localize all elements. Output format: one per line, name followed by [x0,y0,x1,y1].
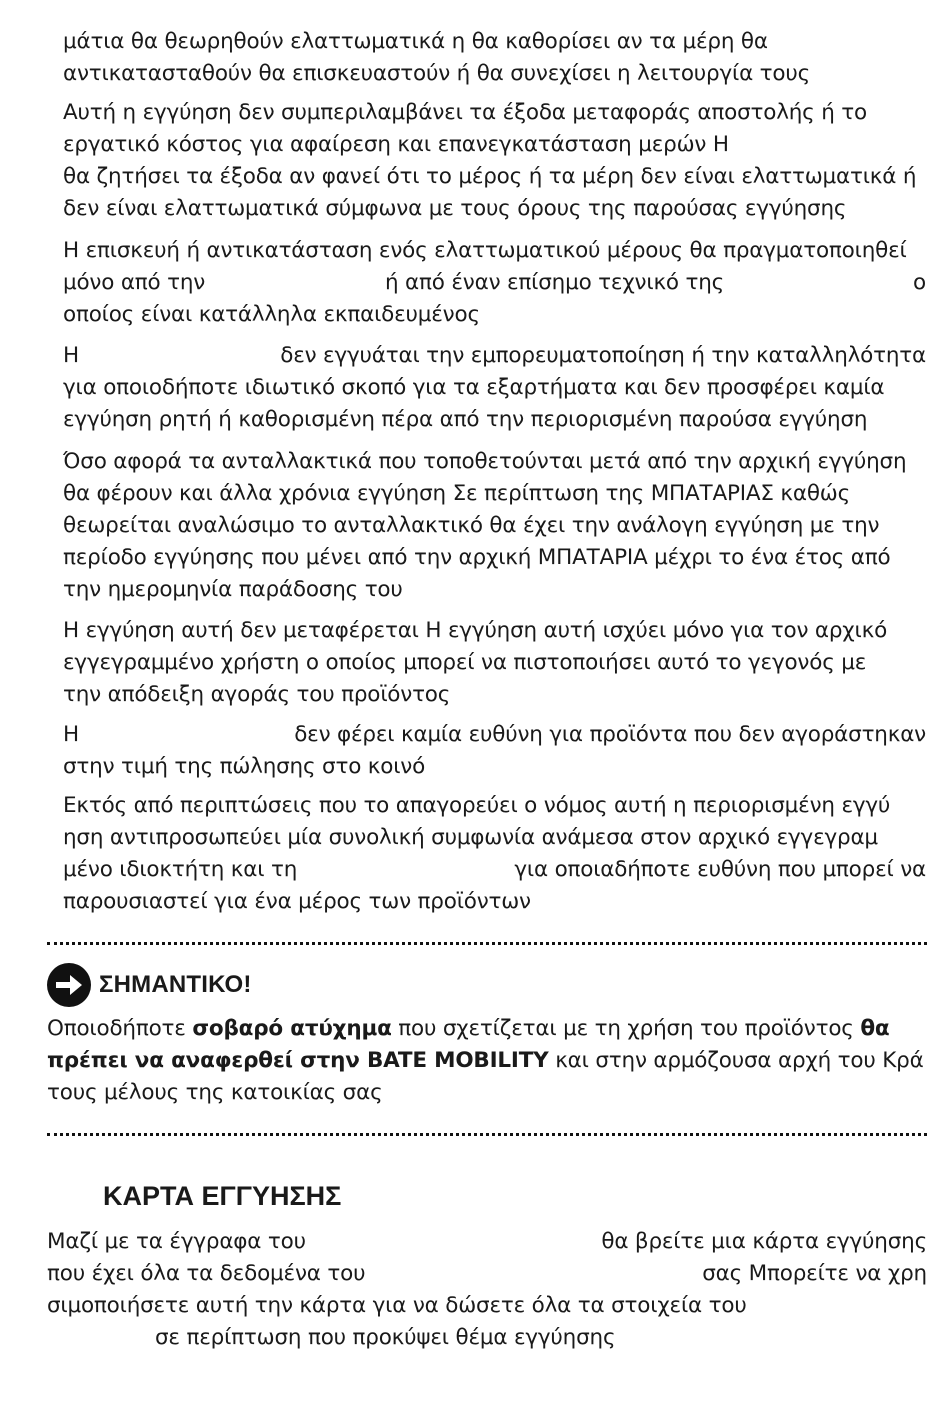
important-text: Οποιοδήποτε σοβαρό ατύχημα που σχετίζεται με τη χρήση του προϊόντος θα πρέπει να αναφερθεί στην BATE MOBILITY και στην αρμόζουσα αρχή του Κρά τους μέλους της κατοικίας σας [47,1016,924,1105]
paragraph-non-transferable: Η εγγύηση αυτή δεν μεταφέρεται Η εγγύηση αυτή ισχύει μόνο για τον αρχικό εγγεγραμμένο χρήστη ο οποίος μπορεί να πιστοποιήσει αυτό το γεγονός με την απόδειξη αγοράς του προϊόντος [63,618,888,707]
section-title-warranty-card: ΚΑΡΤΑ ΕΓΓΥΗΣΗΣ [103,1181,342,1211]
dotted-divider-top [47,942,927,945]
paragraph-repair-technician: Η επισκευή ή αντικατάσταση ενός ελαττωματικού μέρους θα πραγματοποιηθεί μόνο από την ή από έναν επίσημο τεχνικό της ο οποίος είναι κατάλληλα εκπαιδευμένος [63,238,926,327]
paragraph-continuation: μάτια θα θεωρηθούν ελαττωματικά η θα καθορίσει αν τα μέρη θα αντικατασταθούν θα επισκευαστούν ή θα συνεχίσει η λειτουργία τους [63,29,811,86]
important-label: ΣΗΜΑΝΤΙΚΟ! [99,971,252,998]
dotted-divider-bottom [47,1133,927,1136]
important-heading [47,962,252,1008]
arrow-right-icon [47,963,91,1007]
paragraph-agreement: Εκτός από περιπτώσεις που το απαγορεύει ο νόμος αυτή η περιορισμένη εγγύ ηση αντιπροσωπεύει μία συνολική συμφωνία ανάμεσα στον αρχικό εγγεγραμ μένο ιδιοκτήτη και τη για οποιαδήποτε ευθύνη που μπορεί να παρουσιαστεί για ένα μέρος των προϊόντων [63,793,926,914]
paragraph-liability: Η δεν φέρει καμία ευθύνη για προϊόντα που δεν αγοράστηκαν στην τιμή της πώλησης στο κοινό [63,722,926,779]
paragraph-merchantability: Η δεν εγγυάται την εμπορευματοποίηση ή την καταλληλότητα για οποιοδήποτε ιδιωτικό σκοπό για τα εξαρτήματα και δεν προσφέρει καμία εγγύηση ρητή ή καθορισμένη πέρα από την περιορισμένη παρούσα εγγύηση [63,343,926,432]
paragraph-spare-parts: Όσο αφορά τα ανταλλακτικά που τοποθετούνται μετά από την αρχική εγγύηση θα φέρουν και άλλα χρόνια εγγύηση Σε περίπτωση της ΜΠΑΤΑΡΙΑΣ καθώς θεωρείται αναλώσιμο το ανταλλακτικό θα έχει την ανάλογη εγγύηση με την περίοδο εγγύησης που μένει από την αρχική ΜΠΑΤΑΡΙΑ μέχρι το ένα έτος από την ημερομηνία παράδοσης του [63,449,907,602]
paragraph-shipping-costs: Αυτή η εγγύηση δεν συμπεριλαμβάνει τα έξοδα μεταφοράς αποστολής ή το εργατικό κόστος για αφαίρεση και επανεγκατάσταση μερών Η θα ζητήσει τα έξοδα αν φανεί ότι το μέρος ή τα μέρη δεν είναι ελαττωματικά ή δεν είναι ελαττωματικά σύμφωνα με τους όρους της παρούσας εγγύησης [63,100,917,221]
warranty-card-text: Μαζί με τα έγγραφα του θα βρείτε μια κάρτα εγγύησης που έχει όλα τα δεδομένα του σας Μπορείτε να χρη σιμοποιήσετε αυτή την κάρτα για να δώσετε όλα τα στοιχεία του σε περίπτωση που προκύψει θέμα εγγύησης [47,1229,927,1350]
